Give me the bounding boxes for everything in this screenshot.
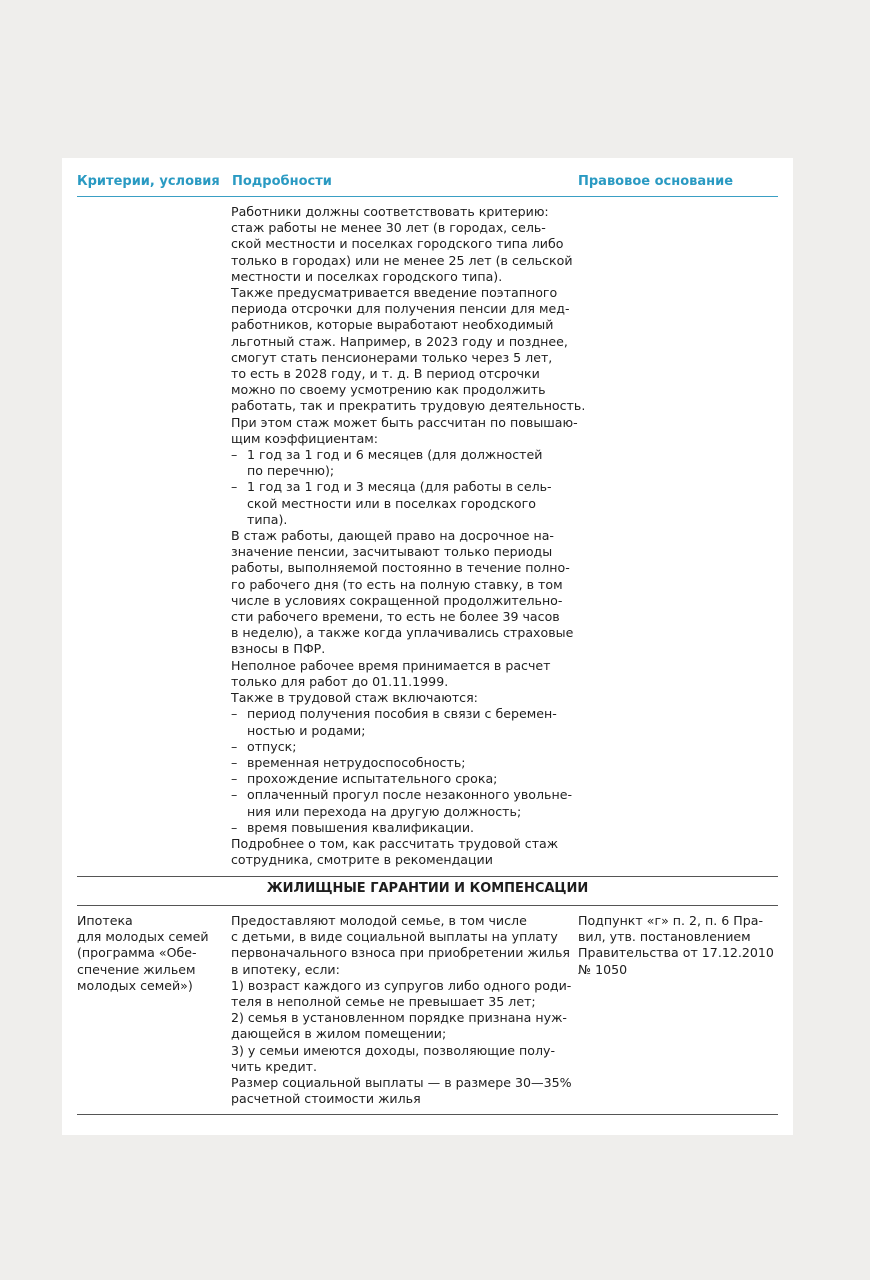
text-line: то есть в 2028 году, и т. д. В период отсрочки [231, 366, 540, 382]
dash-marker: – [231, 447, 238, 463]
text-line: работников, которые выработают необходимый [231, 317, 554, 333]
bullet-text: 1 год за 1 год и 6 месяцев (для должностей [247, 447, 543, 463]
bullet-text: временная нетрудоспособность; [247, 754, 466, 770]
dash-marker: – [231, 819, 238, 835]
header-divider [77, 196, 778, 197]
bullet-text: период получения пособия в связи с беремен- [247, 706, 557, 722]
bullet-continuation: ностью и родами; [247, 722, 366, 738]
text-line: только для работ до 01.11.1999. [231, 673, 449, 689]
header-legal-basis: Правовое основание [578, 174, 734, 189]
text-line: стаж работы не менее 30 лет (в городах, сель- [231, 220, 546, 236]
text-line: (программа «Обе- [77, 945, 197, 961]
bullet-item [231, 706, 576, 722]
document-page [62, 158, 793, 1135]
bullet-item [231, 447, 576, 463]
text-line: числе в условиях сокращенной продолжительно- [231, 592, 563, 608]
section-title: ЖИЛИЩНЫЕ ГАРАНТИИ И КОМПЕНСАЦИИ [266, 881, 589, 896]
bullet-item [231, 479, 576, 495]
text-line: В стаж работы, дающей право на досрочное на- [231, 528, 554, 544]
header-details: Подробности [232, 174, 332, 189]
text-line: для молодых семей [77, 929, 209, 945]
text-line: молодых семей») [77, 977, 193, 993]
row2-criteria-cell [77, 913, 227, 994]
text-line: льготный стаж. Например, в 2023 году и позднее, [231, 333, 568, 349]
text-line: Подпункт «г» п. 2, п. 6 Пра- [578, 913, 764, 928]
bullet-continuation: типа). [247, 511, 288, 527]
text-line: Подробнее о том, как рассчитать трудовой стаж [231, 835, 559, 851]
text-line: Также предусматривается введение поэтапного [231, 285, 558, 301]
text-line: первоначального взноса при приобретении жилья [231, 945, 570, 961]
text-line: взносы в ПФР. [231, 641, 326, 657]
text-line: Также в трудовой стаж включаются: [231, 690, 478, 706]
text-line: вил, утв. постановлением [578, 929, 751, 945]
text-line: 1) возраст каждого из супругов либо одного роди- [231, 977, 572, 993]
text-line: спечение жильем [77, 961, 196, 977]
row1-details-cell [231, 204, 586, 868]
row2-details-cell [231, 913, 576, 1107]
row2-divider [77, 1114, 778, 1115]
text-line: Неполное рабочее время принимается в расчет [231, 657, 551, 673]
bullet-text: время повышения квалификации. [247, 819, 475, 835]
header-criteria: Критерии, условия [77, 174, 220, 189]
bullet-text: прохождение испытательного срока; [247, 771, 498, 787]
text-line: работать, так и прекратить трудовую деятельность. [231, 398, 586, 414]
text-line: № 1050 [578, 961, 628, 977]
text-line: теля в неполной семье не превышает 35 лет; [231, 994, 536, 1010]
row2-legal-cell [578, 913, 778, 978]
bullet-item [231, 820, 576, 836]
bullet-item [231, 739, 576, 755]
bullet-continuation: по перечню); [247, 463, 335, 479]
row1-divider [77, 876, 778, 877]
bullet-item [231, 787, 576, 803]
text-line: Размер социальной выплаты — в размере 30—35% [231, 1075, 572, 1091]
dash-marker: – [231, 738, 238, 754]
text-line: работы, выполняемой постоянно в течение полно- [231, 560, 570, 576]
text-line: значение пенсии, засчитывают только периоды [231, 544, 553, 560]
text-line: в ипотеку, если: [231, 961, 340, 977]
bullet-text: 1 год за 1 год и 3 месяца (для работы в сель- [247, 479, 552, 495]
text-line: 3) у семьи имеются доходы, позволяющие полу- [231, 1042, 556, 1058]
text-line: Правительства от 17.12.2010 [578, 945, 774, 961]
text-line: Ипотека [77, 913, 133, 928]
section-divider [77, 905, 778, 906]
bullet-continuation: ской местности или в поселках городского [247, 495, 536, 511]
text-line: Предоставляют молодой семье, в том числе [231, 913, 527, 928]
dash-marker: – [231, 479, 238, 495]
text-line: сотрудника, смотрите в рекомендации [231, 852, 493, 868]
text-line: 2) семья в установленном порядке признана нуж- [231, 1010, 567, 1026]
text-line: го рабочего дня (то есть на полную ставку, в том [231, 576, 563, 592]
text-line: можно по своему усмотрению как продолжить [231, 382, 546, 398]
text-line: местности и поселках городского типа). [231, 268, 503, 284]
text-line: ской местности и поселках городского типа либо [231, 236, 564, 252]
dash-marker: – [231, 771, 238, 787]
text-line: периода отсрочки для получения пенсии для мед- [231, 301, 570, 317]
text-line: Работники должны соответствовать критерию: [231, 204, 549, 219]
text-line: с детьми, в виде социальной выплаты на уплату [231, 929, 558, 945]
text-line: дающейся в жилом помещении; [231, 1026, 447, 1042]
dash-marker: – [231, 754, 238, 770]
dash-marker: – [231, 706, 238, 722]
bullet-item [231, 755, 576, 771]
text-line: только в городах) или не менее 25 лет (в сельской [231, 252, 573, 268]
bullet-text: отпуск; [247, 738, 297, 754]
text-line: щим коэффициентам: [231, 430, 379, 446]
bullet-continuation: ния или перехода на другую должность; [247, 803, 522, 819]
text-line: смогут стать пенсионерами только через 5 лет, [231, 349, 553, 365]
text-line: При этом стаж может быть рассчитан по повышаю- [231, 414, 578, 430]
dash-marker: – [231, 787, 238, 803]
bullet-text: оплаченный прогул после незаконного увольне- [247, 787, 572, 803]
bullet-item [231, 771, 576, 787]
text-line: в неделю), а также когда уплачивались страховые [231, 625, 574, 641]
text-line: чить кредит. [231, 1058, 317, 1074]
text-line: расчетной стоимости жилья [231, 1091, 421, 1107]
text-line: сти рабочего времени, то есть не более 39 часов [231, 609, 560, 625]
